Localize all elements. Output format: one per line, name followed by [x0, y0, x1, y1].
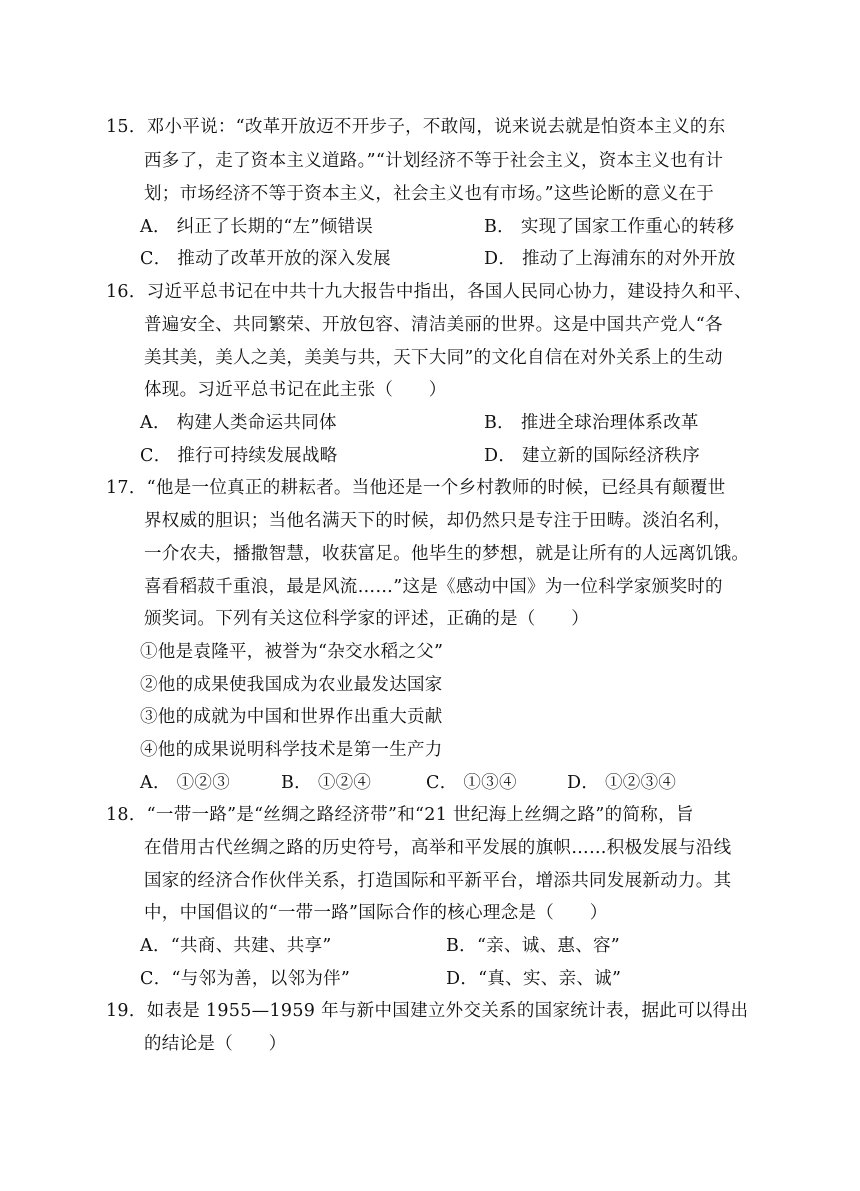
q16-stem-line-4: 体现。习近平总书记在此主张（ ） [144, 380, 447, 400]
q16-option-b[interactable]: B． 推进全球治理体系改革 [484, 413, 699, 433]
q17-item-1: ①他是袁隆平，被誉为“杂交水稻之父” [140, 642, 444, 662]
q17-option-d[interactable]: D． ①②③④ [567, 773, 677, 793]
q18-stem-line-1: 18．“一带一路”是“丝绸之路经济带”和“21 世纪海上丝绸之路”的简称，旨 [106, 805, 694, 825]
q17-option-a[interactable]: A． ①②③ [140, 773, 231, 793]
q15-stem-line-2: 西多了，走了资本主义道路。”“计划经济不等于社会主义，资本主义也有计 [144, 151, 724, 171]
q16-option-d[interactable]: D． 建立新的国际经济秩序 [484, 446, 700, 466]
q16-option-c[interactable]: C． 推行可持续发展战略 [140, 446, 338, 466]
q17-item-4: ④他的成果说明科学技术是第一生产力 [140, 740, 443, 760]
q17-item-2: ②他的成果使我国成为农业最发达国家 [140, 675, 443, 695]
q18-stem-line-3: 国家的经济合作伙伴关系，打造国际和平新平台，增添共同发展新动力。其 [144, 871, 732, 891]
q17-item-3: ③他的成就为中国和世界作出重大贡献 [140, 707, 443, 727]
q18-option-d[interactable]: D．“真、实、亲、诚” [446, 969, 622, 989]
q15-stem-line-3: 划；市场经济不等于资本主义，社会主义也有市场。”这些论断的意义在于 [144, 184, 715, 204]
q16-stem-line-3: 美其美，美人之美，美美与共，天下大同”的文化自信在对外关系上的生动 [144, 348, 723, 368]
q17-stem-line-1: 17．“他是一位真正的耕耘者。当他还是一个乡村教师的时候，已经具有颠覆世 [106, 478, 726, 498]
q19-stem-line-1: 19．如表是 1955—1959 年与新中国建立外交关系的国家统计表，据此可以得出 [106, 1001, 749, 1021]
q18-option-a[interactable]: A．“共商、共建、共享” [140, 936, 332, 956]
q17-option-c[interactable]: C． ①③④ [426, 773, 517, 793]
q17-stem-line-2: 界权威的胆识；当他名满天下的时候，却仍然只是专注于田畴。淡泊名利， [144, 511, 732, 531]
q16-stem-line-1: 16．习近平总书记在中共十九大报告中指出，各国人民同心协力，建设持久和平、 [106, 282, 752, 302]
q17-stem-line-5: 颁奖词。下列有关这位科学家的评述，正确的是（ ） [144, 609, 589, 629]
q16-option-a[interactable]: A． 构建人类命运共同体 [140, 413, 337, 433]
q15-option-d[interactable]: D． 推动了上海浦东的对外开放 [484, 249, 736, 269]
q15-option-a[interactable]: A． 纠正了长期的“左”倾错误 [140, 217, 374, 237]
q18-stem-line-4: 中，中国倡议的“一带一路”国际合作的核心理念是（ ） [144, 903, 608, 923]
q16-stem-line-2: 普遍安全、共同繁荣、开放包容、清洁美丽的世界。这是中国共产党人“各 [144, 315, 723, 335]
q18-option-c[interactable]: C．“与邻为善，以邻为伴” [140, 969, 351, 989]
q15-option-b[interactable]: B． 实现了国家工作重心的转移 [484, 217, 735, 237]
q17-stem-line-3: 一介农夫，播撒智慧，收获富足。他毕生的梦想，就是让所有的人远离饥饿。 [144, 544, 750, 564]
q18-stem-line-2: 在借用古代丝绸之路的历史符号，高举和平发展的旗帜……积极发展与沿线 [144, 838, 732, 858]
q17-option-b[interactable]: B． ①②④ [281, 773, 372, 793]
q17-stem-line-4: 喜看稻菽千重浪，最是风流……”这是《感动中国》为一位科学家颁奖时的 [144, 577, 723, 597]
q19-stem-line-2: 的结论是（ ） [144, 1034, 287, 1054]
q18-option-b[interactable]: B．“亲、诚、惠、容” [446, 936, 621, 956]
q15-stem-line-1: 15．邓小平说：“改革开放迈不开步子，不敢闯，说来说去就是怕资本主义的东 [106, 117, 726, 137]
q15-option-c[interactable]: C． 推动了改革开放的深入发展 [140, 249, 391, 269]
